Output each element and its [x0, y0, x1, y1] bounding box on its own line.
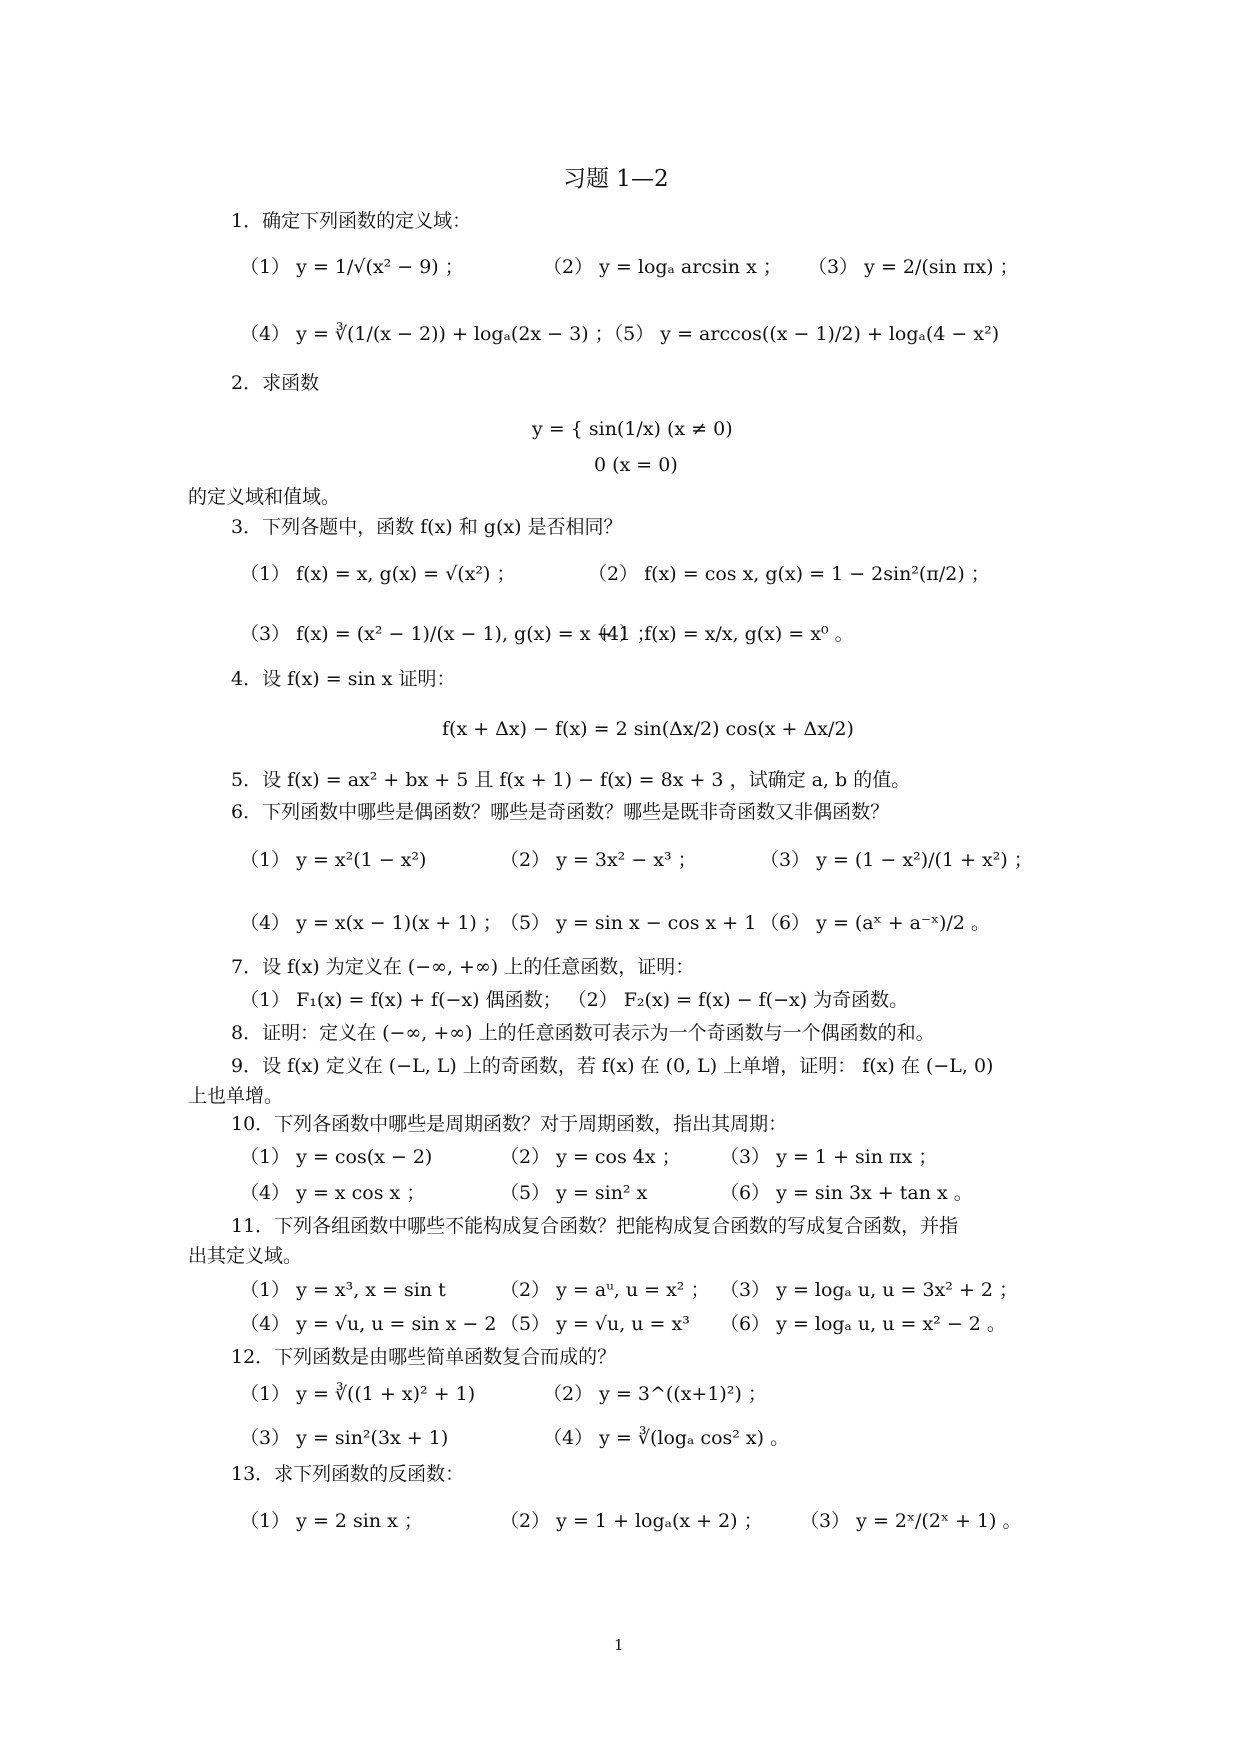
problem-12-item-1: （1） y = ∛((1 + x)² + 1) [240, 1383, 476, 1405]
problem-3-stem: 3．下列各题中，函数 f(x) 和 g(x) 是否相同？ [231, 516, 623, 538]
problem-12-item-3: （3） y = sin²(3x + 1) [240, 1427, 449, 1449]
problem-3-item-2: （2） f(x) = cos x, g(x) = 1 − 2sin²(π/2) ； [588, 563, 990, 585]
problem-11-line-1: 11．下列各组函数中哪些不能构成复合函数？把能构成复合函数的写成复合函数，并指 [231, 1215, 959, 1237]
problem-6-stem: 6．下列函数中哪些是偶函数？哪些是奇函数？哪些是既非奇函数又非偶函数？ [231, 801, 890, 823]
problem-3-item-4: （4） f(x) = x/x, g(x) = x⁰ 。 [588, 623, 854, 645]
problem-10-stem: 10．下列各函数中哪些是周期函数？对于周期函数，指出其周期： [231, 1113, 788, 1135]
problem-5: 5．设 f(x) = ax² + bx + 5 且 f(x + 1) − f(x) = 8x + 3 ，试确定 a, b 的值。 [231, 769, 911, 791]
problem-9-line-1: 9．设 f(x) 定义在 (−L, L) 上的奇函数，若 f(x) 在 (0, L) 上单增，证明： f(x) 在 (−L, 0) [231, 1055, 994, 1077]
problem-10-item-2: （2） y = cos 4x ； [500, 1146, 681, 1168]
problem-12-item-4: （4） y = ∛(logₐ cos² x) 。 [543, 1427, 790, 1449]
problem-1-item-3: （3） y = 2/(sin πx) ； [808, 256, 1019, 278]
problem-1-item-1: （1） y = 1/√(x² − 9) ； [240, 256, 464, 278]
problem-11-item-6: （6） y = logₐ u, u = x² − 2 。 [720, 1313, 1006, 1335]
problem-12-stem: 12．下列函数是由哪些简单函数复合而成的？ [231, 1346, 617, 1368]
problem-10-item-5: （5） y = sin² x [500, 1182, 648, 1204]
problem-13-item-3: （3） y = 2ˣ/(2ˣ + 1) 。 [800, 1510, 1022, 1532]
page-title: 习题 1—2 [563, 166, 669, 192]
problem-6-item-2: （2） y = 3x² − x³ ； [500, 849, 697, 871]
problem-6-item-3: （3） y = (1 − x²)/(1 + x²) ； [760, 849, 1033, 871]
problem-11-item-1: （1） y = x³, x = sin t [240, 1279, 446, 1301]
problem-10-item-4: （4） y = x cos x ； [240, 1182, 426, 1204]
problem-2-stem: 2．求函数 [231, 372, 320, 394]
problem-3-item-1: （1） f(x) = x, g(x) = √(x²) ； [240, 563, 516, 585]
problem-6-item-5: （5） y = sin x − cos x + 1 [500, 912, 757, 934]
problem-11-item-4: （4） y = √u, u = sin x − 2 [240, 1313, 497, 1335]
problem-4-stem: 4．设 f(x) = sin x 证明： [231, 668, 456, 690]
problem-2-piece-2: 0 (x = 0) [594, 454, 678, 476]
problem-1-stem: 1．确定下列函数的定义域： [231, 210, 472, 232]
problem-13-item-2: （2） y = 1 + logₐ(x + 2) ； [500, 1510, 763, 1532]
problem-11-item-2: （2） y = aᵘ, u = x² ； [500, 1279, 710, 1301]
problem-10-item-1: （1） y = cos(x − 2) [240, 1146, 433, 1168]
problem-2-tail: 的定义域和值域。 [188, 486, 341, 508]
problem-6-item-4: （4） y = x(x − 1)(x + 1) ； [240, 912, 502, 934]
problem-11-line-2: 出其定义域。 [188, 1245, 303, 1267]
problem-9-line-2: 上也单增。 [188, 1085, 284, 1107]
page-number: 1 [614, 1636, 624, 1654]
problem-1-items-4-5: （4） y = ∛(1/(x − 2)) + logₐ(2x − 3) ；（5） y = arccos((x − 1)/2) + logₐ(4 − x²) [240, 323, 1000, 345]
problem-3-item-3: （3） f(x) = (x² − 1)/(x − 1), g(x) = x + 1 ； [240, 623, 656, 645]
problem-10-item-3: （3） y = 1 + sin πx ； [720, 1146, 938, 1168]
problem-13-item-1: （1） y = 2 sin x ； [240, 1510, 423, 1532]
problem-1-item-2: （2） y = logₐ arcsin x ； [543, 256, 782, 278]
problem-2-piece-1: y = { sin(1/x) (x ≠ 0) [532, 418, 733, 440]
problem-8: 8．证明：定义在 (−∞, +∞) 上的任意函数可表示为一个奇函数与一个偶函数的和。 [231, 1022, 935, 1044]
problem-6-item-1: （1） y = x²(1 − x²) [240, 849, 427, 871]
problem-7-items: （1） F₁(x) = f(x) + f(−x) 偶函数； （2） F₂(x) = f(x) − f(−x) 为奇函数。 [240, 989, 909, 1011]
problem-4-formula: f(x + Δx) − f(x) = 2 sin(Δx/2) cos(x + Δx/2) [442, 718, 854, 740]
problem-7-stem: 7．设 f(x) 为定义在 (−∞, +∞) 上的任意函数，证明： [231, 956, 695, 978]
problem-6-item-6: （6） y = (aˣ + a⁻ˣ)/2 。 [760, 912, 991, 934]
problem-10-item-6: （6） y = sin 3x + tan x 。 [720, 1182, 973, 1204]
problem-13-stem: 13．求下列函数的反函数： [231, 1463, 465, 1485]
problem-12-item-2: （2） y = 3^((x+1)²) ； [543, 1383, 767, 1405]
problem-11-item-5: （5） y = √u, u = x³ [500, 1313, 690, 1335]
problem-11-item-3: （3） y = logₐ u, u = 3x² + 2 ； [720, 1279, 1019, 1301]
